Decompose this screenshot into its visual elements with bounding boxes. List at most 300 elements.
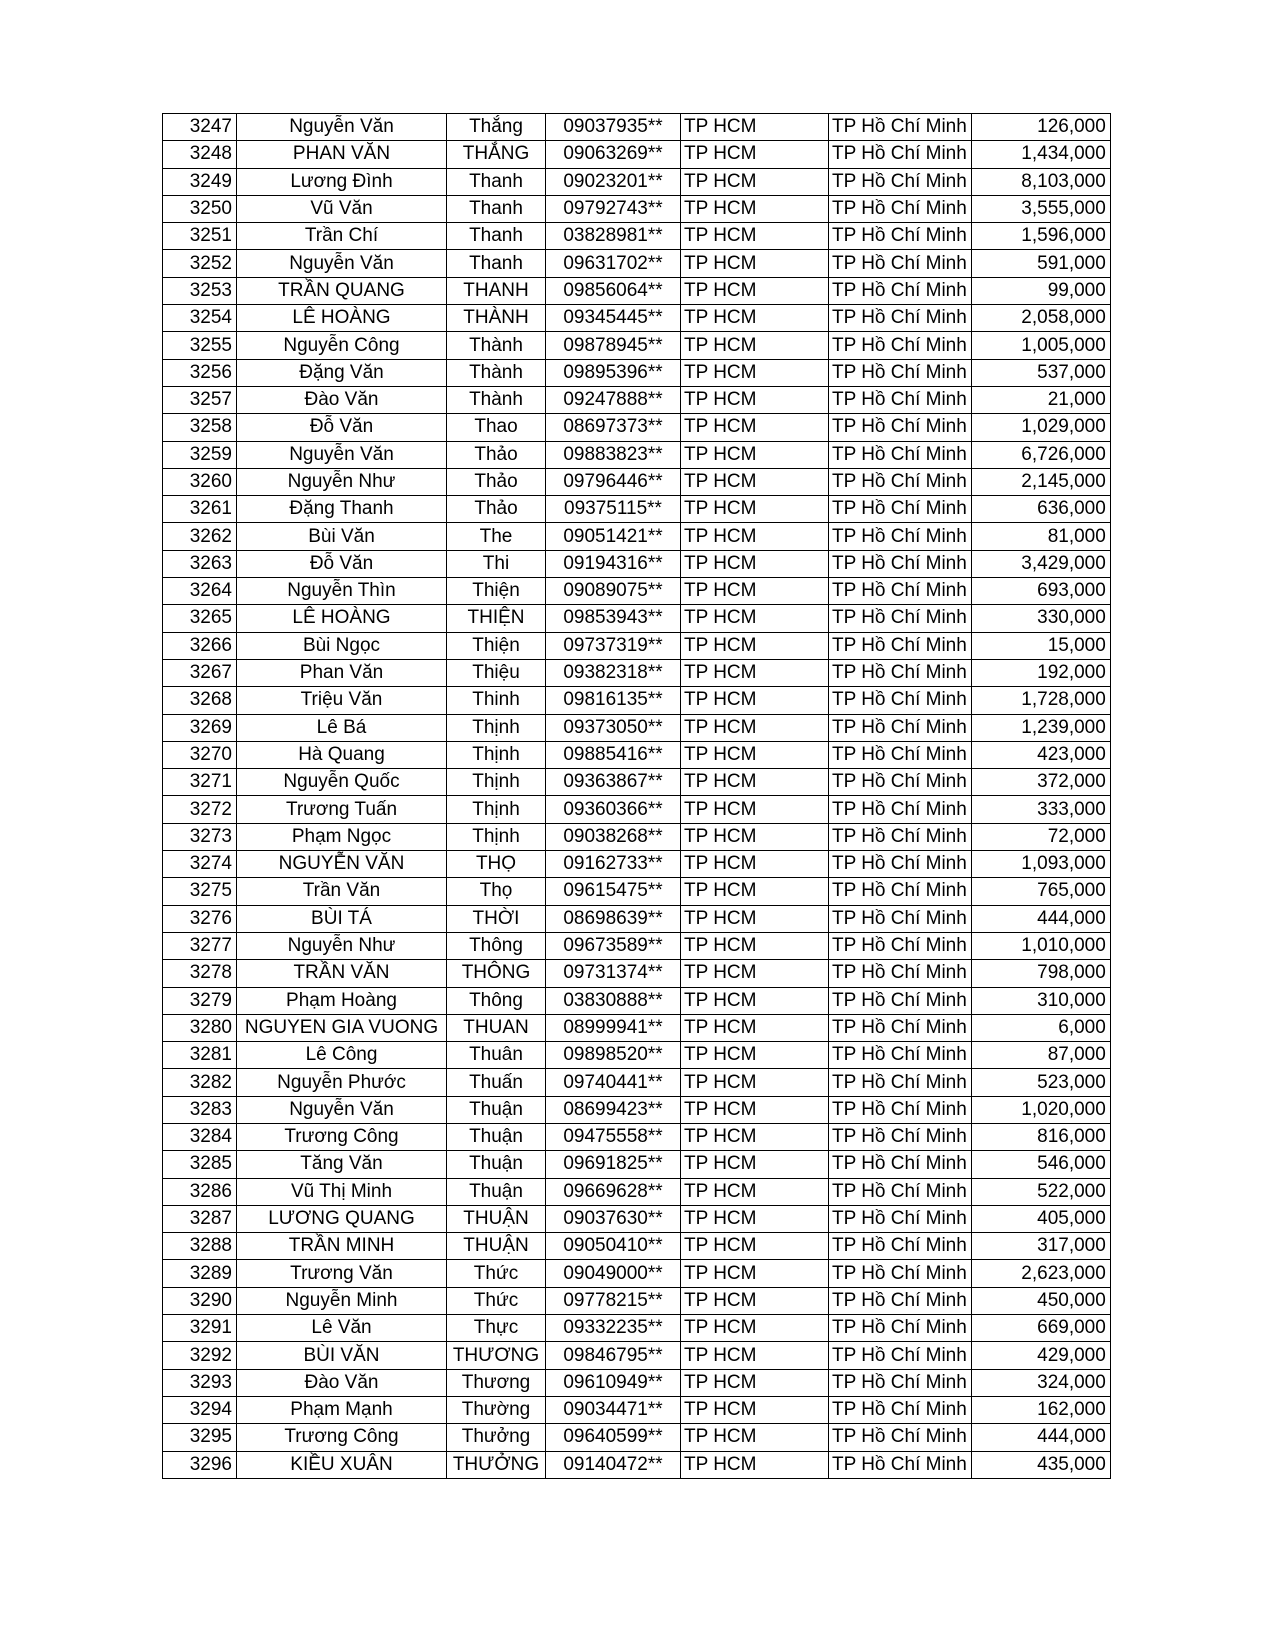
cell-number: 3247 (163, 114, 237, 141)
table-row (163, 332, 1111, 359)
cell-surname: Nguyễn Như (237, 932, 447, 959)
cell-given-name: Thanh (447, 195, 546, 222)
cell-province: TP Hồ Chí Minh (829, 932, 972, 959)
cell-amount: 1,728,000 (971, 687, 1110, 714)
cell-city: TP HCM (681, 687, 829, 714)
cell-amount: 423,000 (971, 741, 1110, 768)
cell-city: TP HCM (681, 386, 829, 413)
cell-amount: 2,145,000 (971, 468, 1110, 495)
cell-province: TP Hồ Chí Minh (829, 578, 972, 605)
cell-amount: 435,000 (971, 1451, 1110, 1478)
cell-province: TP Hồ Chí Minh (829, 359, 972, 386)
cell-surname: Bùi Ngọc (237, 632, 447, 659)
cell-given-name: Thịnh (447, 741, 546, 768)
cell-phone: 09332235** (546, 1315, 681, 1342)
cell-amount: 87,000 (971, 1042, 1110, 1069)
cell-phone: 09898520** (546, 1042, 681, 1069)
cell-number: 3257 (163, 386, 237, 413)
cell-city: TP HCM (681, 741, 829, 768)
cell-province: TP Hồ Chí Minh (829, 1151, 972, 1178)
cell-city: TP HCM (681, 632, 829, 659)
cell-city: TP HCM (681, 605, 829, 632)
cell-phone: 09895396** (546, 359, 681, 386)
table-row (163, 1287, 1111, 1314)
cell-surname: Trần Chí (237, 223, 447, 250)
cell-city: TP HCM (681, 769, 829, 796)
cell-province: TP Hồ Chí Minh (829, 305, 972, 332)
cell-phone: 09375115** (546, 496, 681, 523)
table-row (163, 1342, 1111, 1369)
cell-given-name: Thông (447, 987, 546, 1014)
cell-city: TP HCM (681, 1342, 829, 1369)
cell-given-name: Thanh (447, 223, 546, 250)
cell-amount: 330,000 (971, 605, 1110, 632)
cell-given-name: Thành (447, 386, 546, 413)
cell-city: TP HCM (681, 114, 829, 141)
cell-province: TP Hồ Chí Minh (829, 878, 972, 905)
cell-given-name: THÔNG (447, 960, 546, 987)
table-row (163, 496, 1111, 523)
cell-number: 3270 (163, 741, 237, 768)
table-row (163, 1069, 1111, 1096)
cell-given-name: Thiện (447, 578, 546, 605)
table-row (163, 823, 1111, 850)
cell-number: 3285 (163, 1151, 237, 1178)
cell-province: TP Hồ Chí Minh (829, 823, 972, 850)
cell-city: TP HCM (681, 1069, 829, 1096)
cell-phone: 08999941** (546, 1014, 681, 1041)
cell-amount: 546,000 (971, 1151, 1110, 1178)
cell-amount: 81,000 (971, 523, 1110, 550)
cell-number: 3251 (163, 223, 237, 250)
table-row (163, 1151, 1111, 1178)
cell-phone: 09778215** (546, 1287, 681, 1314)
cell-amount: 6,000 (971, 1014, 1110, 1041)
cell-surname: Lương Đình (237, 168, 447, 195)
cell-surname: Đào Văn (237, 1369, 447, 1396)
table-row (163, 1424, 1111, 1451)
cell-amount: 333,000 (971, 796, 1110, 823)
cell-given-name: THUẬN (447, 1205, 546, 1232)
cell-province: TP Hồ Chí Minh (829, 1315, 972, 1342)
table-row (163, 1014, 1111, 1041)
cell-phone: 09731374** (546, 960, 681, 987)
cell-amount: 2,623,000 (971, 1260, 1110, 1287)
cell-province: TP Hồ Chí Minh (829, 1178, 972, 1205)
cell-amount: 693,000 (971, 578, 1110, 605)
cell-amount: 450,000 (971, 1287, 1110, 1314)
cell-province: TP Hồ Chí Minh (829, 905, 972, 932)
table-row (163, 741, 1111, 768)
cell-given-name: Thiệu (447, 659, 546, 686)
cell-phone: 09049000** (546, 1260, 681, 1287)
cell-surname: Trương Văn (237, 1260, 447, 1287)
table-row (163, 550, 1111, 577)
cell-amount: 1,005,000 (971, 332, 1110, 359)
table-row (163, 960, 1111, 987)
cell-given-name: Thịnh (447, 769, 546, 796)
cell-given-name: Thưởng (447, 1424, 546, 1451)
cell-province: TP Hồ Chí Minh (829, 550, 972, 577)
cell-city: TP HCM (681, 141, 829, 168)
cell-surname: Hà Quang (237, 741, 447, 768)
cell-phone: 09089075** (546, 578, 681, 605)
cell-phone: 09382318** (546, 659, 681, 686)
cell-surname: Trương Tuấn (237, 796, 447, 823)
table-row (163, 277, 1111, 304)
cell-city: TP HCM (681, 1178, 829, 1205)
cell-province: TP Hồ Chí Minh (829, 1260, 972, 1287)
cell-phone: 08698639** (546, 905, 681, 932)
table-row (163, 1260, 1111, 1287)
cell-surname: BÙI VĂN (237, 1342, 447, 1369)
cell-province: TP Hồ Chí Minh (829, 741, 972, 768)
cell-given-name: Thảo (447, 441, 546, 468)
cell-number: 3259 (163, 441, 237, 468)
cell-city: TP HCM (681, 714, 829, 741)
cell-amount: 444,000 (971, 905, 1110, 932)
cell-number: 3272 (163, 796, 237, 823)
table-row (163, 168, 1111, 195)
cell-province: TP Hồ Chí Minh (829, 1396, 972, 1423)
cell-surname: Đỗ Văn (237, 550, 447, 577)
table-row (163, 659, 1111, 686)
cell-phone: 08699423** (546, 1096, 681, 1123)
table-row (163, 468, 1111, 495)
cell-given-name: THƯƠNG (447, 1342, 546, 1369)
cell-city: TP HCM (681, 578, 829, 605)
cell-city: TP HCM (681, 359, 829, 386)
cell-amount: 72,000 (971, 823, 1110, 850)
cell-number: 3279 (163, 987, 237, 1014)
cell-phone: 09669628** (546, 1178, 681, 1205)
cell-city: TP HCM (681, 905, 829, 932)
cell-province: TP Hồ Chí Minh (829, 168, 972, 195)
cell-given-name: Thanh (447, 168, 546, 195)
cell-amount: 522,000 (971, 1178, 1110, 1205)
cell-given-name: Thịnh (447, 714, 546, 741)
cell-surname: Đỗ Văn (237, 414, 447, 441)
cell-given-name: Thắng (447, 114, 546, 141)
cell-number: 3286 (163, 1178, 237, 1205)
cell-number: 3268 (163, 687, 237, 714)
cell-phone: 09615475** (546, 878, 681, 905)
cell-province: TP Hồ Chí Minh (829, 1096, 972, 1123)
cell-province: TP Hồ Chí Minh (829, 414, 972, 441)
table-row (163, 359, 1111, 386)
cell-phone: 09885416** (546, 741, 681, 768)
cell-phone: 09691825** (546, 1151, 681, 1178)
cell-surname: Vũ Văn (237, 195, 447, 222)
cell-given-name: THÀNH (447, 305, 546, 332)
cell-given-name: THUAN (447, 1014, 546, 1041)
cell-phone: 03828981** (546, 223, 681, 250)
table-row (163, 714, 1111, 741)
cell-province: TP Hồ Chí Minh (829, 195, 972, 222)
cell-phone: 09475558** (546, 1123, 681, 1150)
cell-phone: 09856064** (546, 277, 681, 304)
cell-amount: 1,596,000 (971, 223, 1110, 250)
cell-province: TP Hồ Chí Minh (829, 468, 972, 495)
cell-phone: 09796446** (546, 468, 681, 495)
cell-surname: Lê Văn (237, 1315, 447, 1342)
cell-number: 3255 (163, 332, 237, 359)
cell-amount: 1,020,000 (971, 1096, 1110, 1123)
cell-amount: 21,000 (971, 386, 1110, 413)
cell-surname: Đặng Văn (237, 359, 447, 386)
cell-number: 3290 (163, 1287, 237, 1314)
cell-phone: 09023201** (546, 168, 681, 195)
cell-number: 3263 (163, 550, 237, 577)
cell-city: TP HCM (681, 932, 829, 959)
cell-phone: 09878945** (546, 332, 681, 359)
cell-surname: Trương Công (237, 1123, 447, 1150)
cell-phone: 09140472** (546, 1451, 681, 1478)
cell-province: TP Hồ Chí Minh (829, 1014, 972, 1041)
cell-given-name: Thịnh (447, 796, 546, 823)
cell-province: TP Hồ Chí Minh (829, 1205, 972, 1232)
cell-surname: LƯƠNG QUANG (237, 1205, 447, 1232)
cell-surname: Nguyễn Văn (237, 441, 447, 468)
cell-given-name: Thinh (447, 687, 546, 714)
cell-surname: Nguyễn Thìn (237, 578, 447, 605)
cell-surname: TRẦN MINH (237, 1233, 447, 1260)
table-row (163, 250, 1111, 277)
cell-number: 3284 (163, 1123, 237, 1150)
cell-city: TP HCM (681, 523, 829, 550)
cell-city: TP HCM (681, 1042, 829, 1069)
cell-amount: 669,000 (971, 1315, 1110, 1342)
cell-surname: Đào Văn (237, 386, 447, 413)
cell-province: TP Hồ Chí Minh (829, 277, 972, 304)
cell-number: 3260 (163, 468, 237, 495)
cell-surname: Vũ Thị Minh (237, 1178, 447, 1205)
cell-city: TP HCM (681, 960, 829, 987)
cell-surname: NGUYỄN VĂN (237, 851, 447, 878)
table-row (163, 578, 1111, 605)
table-body (163, 114, 1111, 1479)
cell-given-name: Thành (447, 332, 546, 359)
cell-amount: 3,555,000 (971, 195, 1110, 222)
cell-province: TP Hồ Chí Minh (829, 250, 972, 277)
cell-phone: 09673589** (546, 932, 681, 959)
cell-province: TP Hồ Chí Minh (829, 496, 972, 523)
cell-phone: 09363867** (546, 769, 681, 796)
table-row (163, 114, 1111, 141)
cell-surname: Trương Công (237, 1424, 447, 1451)
cell-number: 3254 (163, 305, 237, 332)
table-row (163, 1042, 1111, 1069)
cell-province: TP Hồ Chí Minh (829, 332, 972, 359)
cell-number: 3265 (163, 605, 237, 632)
recipient-table (162, 113, 1111, 1479)
cell-amount: 6,726,000 (971, 441, 1110, 468)
table-row (163, 905, 1111, 932)
cell-amount: 99,000 (971, 277, 1110, 304)
cell-number: 3283 (163, 1096, 237, 1123)
cell-phone: 09846795** (546, 1342, 681, 1369)
table-row (163, 1233, 1111, 1260)
cell-surname: Nguyễn Văn (237, 114, 447, 141)
table-row (163, 878, 1111, 905)
cell-amount: 15,000 (971, 632, 1110, 659)
cell-amount: 1,239,000 (971, 714, 1110, 741)
cell-surname: Nguyễn Minh (237, 1287, 447, 1314)
cell-given-name: THƯỞNG (447, 1451, 546, 1478)
cell-city: TP HCM (681, 796, 829, 823)
cell-surname: LÊ HOÀNG (237, 305, 447, 332)
cell-number: 3280 (163, 1014, 237, 1041)
cell-city: TP HCM (681, 550, 829, 577)
table-row (163, 195, 1111, 222)
cell-city: TP HCM (681, 277, 829, 304)
table-row (163, 932, 1111, 959)
cell-province: TP Hồ Chí Minh (829, 523, 972, 550)
cell-phone: 09034471** (546, 1396, 681, 1423)
cell-city: TP HCM (681, 823, 829, 850)
cell-phone: 09247888** (546, 386, 681, 413)
cell-amount: 1,434,000 (971, 141, 1110, 168)
cell-province: TP Hồ Chí Minh (829, 1451, 972, 1478)
table-row (163, 305, 1111, 332)
cell-number: 3295 (163, 1424, 237, 1451)
cell-province: TP Hồ Chí Minh (829, 1369, 972, 1396)
cell-given-name: Thuân (447, 1042, 546, 1069)
table-row (163, 1369, 1111, 1396)
cell-number: 3274 (163, 851, 237, 878)
cell-city: TP HCM (681, 250, 829, 277)
cell-given-name: Thuận (447, 1178, 546, 1205)
cell-amount: 372,000 (971, 769, 1110, 796)
cell-surname: Phạm Hoàng (237, 987, 447, 1014)
cell-given-name: Thương (447, 1369, 546, 1396)
cell-phone: 09162733** (546, 851, 681, 878)
cell-surname: Lê Công (237, 1042, 447, 1069)
cell-number: 3250 (163, 195, 237, 222)
cell-surname: Nguyễn Phước (237, 1069, 447, 1096)
cell-province: TP Hồ Chí Minh (829, 386, 972, 413)
cell-number: 3271 (163, 769, 237, 796)
cell-city: TP HCM (681, 1014, 829, 1041)
cell-given-name: Thọ (447, 878, 546, 905)
cell-surname: Nguyễn Quốc (237, 769, 447, 796)
cell-province: TP Hồ Chí Minh (829, 851, 972, 878)
cell-amount: 523,000 (971, 1069, 1110, 1096)
cell-given-name: Thao (447, 414, 546, 441)
cell-city: TP HCM (681, 496, 829, 523)
cell-surname: Nguyễn Như (237, 468, 447, 495)
cell-number: 3292 (163, 1342, 237, 1369)
table-row (163, 1123, 1111, 1150)
cell-city: TP HCM (681, 332, 829, 359)
cell-surname: LÊ HOÀNG (237, 605, 447, 632)
cell-city: TP HCM (681, 851, 829, 878)
cell-surname: NGUYEN GIA VUONG (237, 1014, 447, 1041)
cell-province: TP Hồ Chí Minh (829, 1123, 972, 1150)
cell-amount: 324,000 (971, 1369, 1110, 1396)
cell-number: 3273 (163, 823, 237, 850)
cell-amount: 591,000 (971, 250, 1110, 277)
cell-province: TP Hồ Chí Minh (829, 714, 972, 741)
cell-city: TP HCM (681, 1369, 829, 1396)
cell-surname: PHAN VĂN (237, 141, 447, 168)
cell-city: TP HCM (681, 1205, 829, 1232)
cell-surname: Nguyễn Văn (237, 1096, 447, 1123)
cell-province: TP Hồ Chí Minh (829, 1042, 972, 1069)
table-row (163, 1451, 1111, 1478)
cell-amount: 636,000 (971, 496, 1110, 523)
cell-number: 3278 (163, 960, 237, 987)
cell-amount: 444,000 (971, 1424, 1110, 1451)
cell-phone: 03830888** (546, 987, 681, 1014)
cell-amount: 816,000 (971, 1123, 1110, 1150)
cell-given-name: Thuận (447, 1151, 546, 1178)
cell-amount: 1,093,000 (971, 851, 1110, 878)
cell-phone: 09792743** (546, 195, 681, 222)
cell-amount: 537,000 (971, 359, 1110, 386)
cell-surname: Lê Bá (237, 714, 447, 741)
cell-province: TP Hồ Chí Minh (829, 796, 972, 823)
cell-phone: 09740441** (546, 1069, 681, 1096)
cell-city: TP HCM (681, 878, 829, 905)
table-row (163, 687, 1111, 714)
cell-surname: Phan Văn (237, 659, 447, 686)
cell-number: 3282 (163, 1069, 237, 1096)
cell-province: TP Hồ Chí Minh (829, 1342, 972, 1369)
cell-number: 3256 (163, 359, 237, 386)
cell-city: TP HCM (681, 305, 829, 332)
cell-number: 3249 (163, 168, 237, 195)
cell-city: TP HCM (681, 223, 829, 250)
cell-phone: 09737319** (546, 632, 681, 659)
cell-given-name: Thuận (447, 1096, 546, 1123)
cell-province: TP Hồ Chí Minh (829, 1287, 972, 1314)
cell-phone: 08697373** (546, 414, 681, 441)
cell-surname: Tăng Văn (237, 1151, 447, 1178)
cell-phone: 09037935** (546, 114, 681, 141)
cell-number: 3289 (163, 1260, 237, 1287)
cell-phone: 09051421** (546, 523, 681, 550)
cell-number: 3258 (163, 414, 237, 441)
cell-given-name: THIỆN (447, 605, 546, 632)
table-row (163, 1396, 1111, 1423)
cell-amount: 1,029,000 (971, 414, 1110, 441)
cell-city: TP HCM (681, 1123, 829, 1150)
cell-given-name: THUẬN (447, 1233, 546, 1260)
cell-given-name: Thảo (447, 496, 546, 523)
table-row (163, 1205, 1111, 1232)
cell-city: TP HCM (681, 195, 829, 222)
cell-given-name: Thanh (447, 250, 546, 277)
cell-surname: Trần Văn (237, 878, 447, 905)
cell-phone: 09631702** (546, 250, 681, 277)
cell-amount: 162,000 (971, 1396, 1110, 1423)
cell-surname: Đặng Thanh (237, 496, 447, 523)
cell-amount: 405,000 (971, 1205, 1110, 1232)
cell-amount: 3,429,000 (971, 550, 1110, 577)
cell-surname: TRẦN QUANG (237, 277, 447, 304)
table-row (163, 441, 1111, 468)
cell-number: 3252 (163, 250, 237, 277)
table-row (163, 632, 1111, 659)
cell-given-name: THỜI (447, 905, 546, 932)
cell-city: TP HCM (681, 1096, 829, 1123)
cell-given-name: Thuận (447, 1123, 546, 1150)
cell-city: TP HCM (681, 1396, 829, 1423)
cell-city: TP HCM (681, 1451, 829, 1478)
cell-number: 3253 (163, 277, 237, 304)
cell-amount: 2,058,000 (971, 305, 1110, 332)
